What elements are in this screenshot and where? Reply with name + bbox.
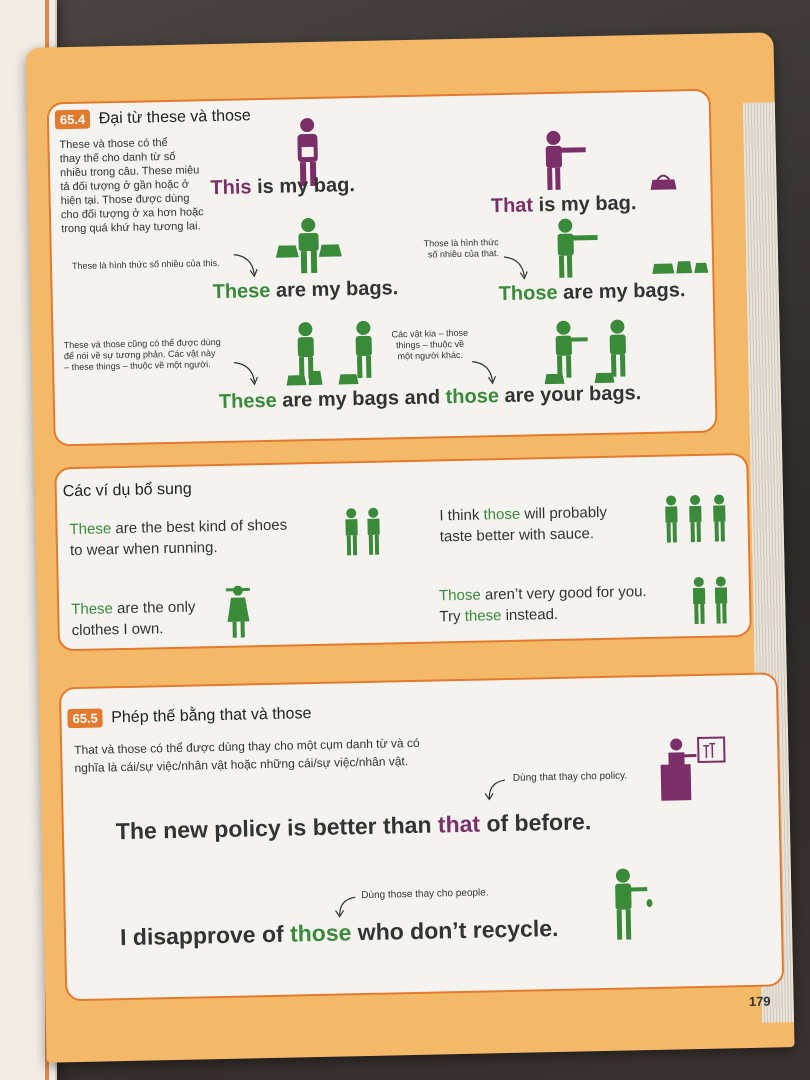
example-text: clothes I own. [71, 620, 164, 640]
intro-line: trong quá khứ hay tương lai. [61, 220, 201, 236]
bags-icon [650, 257, 710, 276]
highlight: those [483, 505, 521, 524]
example-1 [69, 515, 287, 562]
this-sentence [210, 174, 355, 200]
these-word: These [212, 279, 271, 304]
intro-line: cho đối tượng ở xa hơn hoặc [60, 206, 204, 222]
section-title: Phép thế bằng that và those [111, 705, 312, 727]
arrow-icon [232, 250, 263, 281]
this-rest: is my bag. [251, 174, 356, 199]
section-number: 65.4 [55, 110, 91, 130]
example-text: Try [439, 607, 465, 626]
person-pointing-green-icon [553, 217, 604, 280]
sentence-part: are your bags. [498, 382, 642, 408]
note-those: Dùng those thay cho people. [361, 887, 489, 902]
those-word: Those [498, 281, 558, 306]
example-4 [439, 581, 647, 627]
section-title: Đại từ these và those [98, 107, 251, 128]
arrow-icon [470, 357, 501, 388]
person-littering-icon [607, 867, 659, 944]
note-line: – these things – thuộc về một người. [64, 359, 211, 373]
those-word: those [445, 385, 500, 409]
these-rest: are my bags. [270, 277, 399, 302]
example-text: will probably [520, 503, 608, 523]
intro-line: tả đối tượng ở gần hoặc ở [60, 178, 190, 194]
bag-icon [648, 173, 678, 192]
those-note [424, 237, 500, 261]
sentence-part: are my bags and [276, 386, 446, 412]
example-text: aren’t very good for you. [480, 583, 647, 604]
example-text: are the best kind of shoes [111, 516, 288, 538]
highlight: Those [438, 586, 481, 605]
note-line: Those là hình thức [423, 237, 499, 249]
example-text: instead. [501, 605, 559, 625]
person-with-bags-icon [273, 216, 344, 275]
intro-line: nhiều trong câu. These miêu [59, 164, 200, 180]
page-number: 179 [748, 993, 771, 1010]
note-line: để nói về sự tương phản. Các vật này [63, 348, 216, 362]
combined-sentence [219, 382, 642, 414]
sentence-part: The new policy is better than [115, 811, 439, 845]
examples-panel [54, 453, 752, 651]
recycle-sentence [120, 915, 559, 951]
those-sentence [498, 279, 685, 306]
arrow-icon [331, 893, 358, 920]
arrow-icon [232, 358, 263, 389]
note-that: Dùng that thay cho policy. [512, 770, 628, 784]
note-line: số nhiều của that. [427, 248, 500, 260]
intro-line: hiện tại. Those được dùng [60, 192, 190, 208]
this-word: This [210, 176, 252, 200]
these-note: These là hình thức số nhiều của this. [71, 257, 220, 272]
highlight: these [464, 607, 502, 625]
two-people-with-bags-icon [285, 319, 386, 387]
section-65-5-heading [67, 704, 311, 728]
woman-in-dress-icon [223, 583, 254, 640]
examples-title: Các ví dụ bổ sung [62, 480, 192, 501]
these-word: These [218, 389, 277, 413]
example-2 [439, 502, 607, 548]
intro-line: nghĩa là cái/sự việc/nhân vật hoặc những cái/sự việc/nhân vật. [74, 754, 409, 776]
those-word: those [289, 919, 352, 947]
that-rest: is my bag. [532, 192, 637, 217]
example-text: taste better with sauce. [439, 525, 595, 546]
note-line: things – thuộc về [395, 338, 465, 351]
runners-icon [339, 507, 386, 558]
example-text: I think [439, 506, 484, 525]
presenter-podium-icon [656, 735, 727, 802]
that-word: That [490, 194, 534, 218]
intro-line: These và those có thể [59, 136, 168, 152]
highlight: These [69, 520, 112, 539]
that-word: that [437, 810, 481, 838]
sentence-part: I disapprove of [119, 920, 291, 951]
section-65-4-panel [47, 89, 718, 447]
sentence-part: of before. [479, 808, 592, 837]
example-text: are the only [112, 598, 196, 618]
sentence-part: who don’t recycle. [351, 914, 559, 946]
that-sentence [491, 192, 637, 218]
section-65-5-intro [74, 734, 420, 777]
arrow-icon [502, 252, 533, 283]
intro-line: That và those có thể được dùng thay cho một cụm danh từ và có [74, 735, 420, 758]
example-text: to wear when running. [69, 539, 218, 560]
section-number: 65.5 [67, 708, 103, 728]
intro-text [59, 135, 221, 236]
note-line: một người khác. [397, 349, 464, 362]
highlight: These [71, 600, 114, 619]
section-65-4-heading [55, 106, 251, 129]
note-line: Các vật kia – those [391, 327, 469, 340]
book-page [25, 32, 794, 1062]
those-rest: are my bags. [557, 279, 686, 304]
example-3 [71, 597, 196, 642]
arrow-icon [481, 776, 508, 803]
two-people-pointing-icon [543, 318, 644, 386]
these-sentence [212, 277, 398, 304]
person-pointing-icon [541, 129, 592, 192]
other-note [391, 328, 468, 363]
contrast-note [64, 337, 235, 374]
two-people-talking-icon [687, 575, 734, 626]
note-line: These và those cũng có thể được dùng [63, 336, 221, 351]
intro-line: thay thế cho danh từ số [59, 150, 176, 166]
section-65-5-panel [59, 672, 784, 1010]
diners-icon [661, 493, 732, 544]
policy-sentence [116, 808, 592, 845]
